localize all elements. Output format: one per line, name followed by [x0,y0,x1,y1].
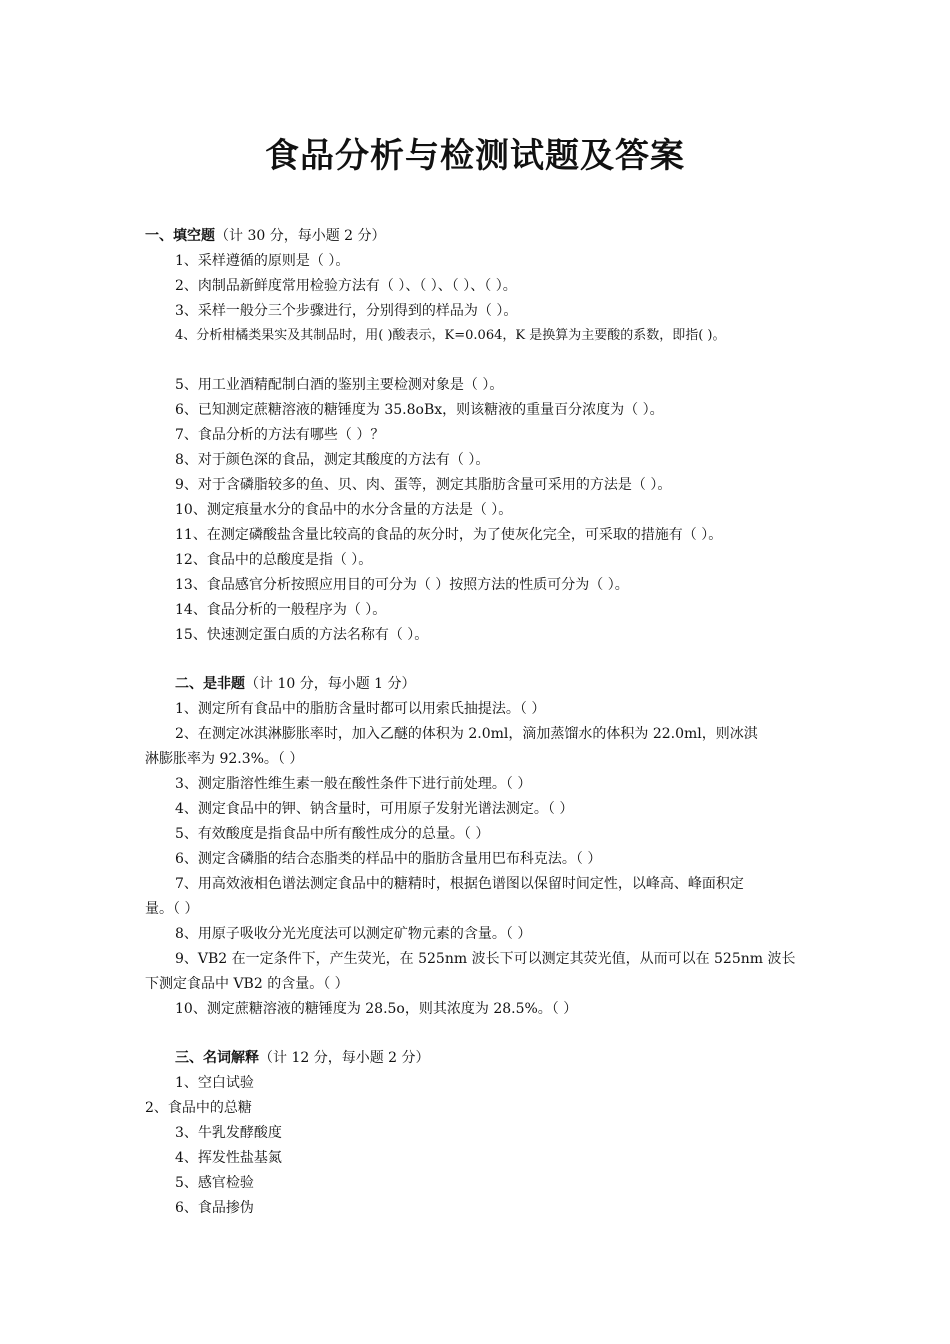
question-2-1: 1、测定所有食品中的脂肪含量时都可以用索氏抽提法。（ ） [175,701,546,717]
question-2-9: 9、VB2 在一定条件下，产生荧光，在 525nm 波长下可以测定其荧光值，从而可以在 525nm 波长 [175,951,796,967]
term-1: 1、空白试验 [175,1075,254,1091]
question-2-10: 10、测定蔗糖溶液的糖锤度为 28.5o，则其浓度为 28.5%。（ ） [175,1001,578,1017]
question-2-8: 8、用原子吸收分光光度法可以测定矿物元素的含量。（ ） [175,926,532,942]
question-2-5: 5、有效酸度是指食品中所有酸性成分的总量。（ ） [175,826,490,842]
term-3: 3、牛乳发酵酸度 [175,1125,282,1141]
question-1-14: 14、食品分析的一般程序为（ ）。 [175,602,387,618]
question-1-1: 1、采样遵循的原则是（ ）。 [175,253,350,269]
question-1-8: 8、对于颜色深的食品，测定其酸度的方法有（ ）。 [175,452,490,468]
question-1-13: 13、食品感官分析按照应用目的可分为（ ）按照方法的性质可分为（ ）。 [175,577,629,593]
question-1-10: 10、测定痕量水分的食品中的水分含量的方法是（ ）。 [175,502,513,518]
section-1-note: （计 30 分，每小题 2 分） [215,228,386,244]
section-2-heading [175,675,416,693]
term-4: 4、挥发性盐基氮 [175,1150,282,1166]
term-5: 5、感官检验 [175,1175,254,1191]
document-title: 食品分析与检测试题及答案 [265,136,685,176]
question-1-11: 11、在测定磷酸盐含量比较高的食品的灰分时，为了使灰化完全，可采取的措施有（ ）。 [175,527,723,543]
section-3-note: （计 12 分，每小题 2 分） [259,1050,430,1066]
question-2-4: 4、测定食品中的钾、钠含量时，可用原子发射光谱法测定。（ ） [175,801,574,817]
question-1-5: 5、用工业酒精配制白酒的鉴别主要检测对象是（ ）。 [175,377,504,393]
section-3-title: 三、名词解释 [175,1050,259,1066]
question-1-6: 6、已知测定蔗糖溶液的糖锤度为 35.8oBx，则该糖液的重量百分浓度为（ ）。 [175,402,664,418]
question-2-7: 7、用高效液相色谱法测定食品中的糖精时，根据色谱图以保留时间定性，以峰高、峰面积定 [175,876,744,892]
question-2-2-cont: 淋膨胀率为 92.3%。（ ） [145,751,304,767]
section-2-note: （计 10 分，每小题 1 分） [245,676,416,692]
question-1-12: 12、食品中的总酸度是指（ ）。 [175,552,373,568]
question-2-9-cont: 下测定食品中 VB2 的含量。（ ） [145,976,349,992]
term-6: 6、食品掺伪 [175,1200,254,1216]
section-1-heading [145,227,386,245]
question-2-2: 2、在测定冰淇淋膨胀率时，加入乙醚的体积为 2.0ml，滴加蒸馏水的体积为 22.0ml，则冰淇 [175,726,758,742]
question-1-9: 9、对于含磷脂较多的鱼、贝、肉、蛋等，测定其脂肪含量可采用的方法是（ ）。 [175,477,672,493]
term-2: 2、食品中的总糖 [145,1100,252,1116]
question-2-6: 6、测定含磷脂的结合态脂类的样品中的脂肪含量用巴布科克法。（ ） [175,851,602,867]
question-1-3: 3、采样一般分三个步骤进行，分别得到的样品为（ ）。 [175,303,518,319]
question-2-7-cont: 量。（ ） [145,901,199,917]
question-1-15: 15、快速测定蛋白质的方法名称有（ ）。 [175,627,429,643]
section-2-title: 二、是非题 [175,676,245,692]
question-1-4: 4、分析柑橘类果实及其制品时，用( )酸表示，K=0.064，K 是换算为主要酸的系数，即指( )。 [175,328,726,343]
question-2-3: 3、测定脂溶性维生素一般在酸性条件下进行前处理。（ ） [175,776,532,792]
section-3-heading [175,1049,430,1067]
section-1-title: 一、填空题 [145,228,215,244]
question-1-2: 2、肉制品新鲜度常用检验方法有（ ）、（ ）、（ ）、（ ）。 [175,278,517,294]
question-1-7: 7、食品分析的方法有哪些（ ）？ [175,427,385,443]
